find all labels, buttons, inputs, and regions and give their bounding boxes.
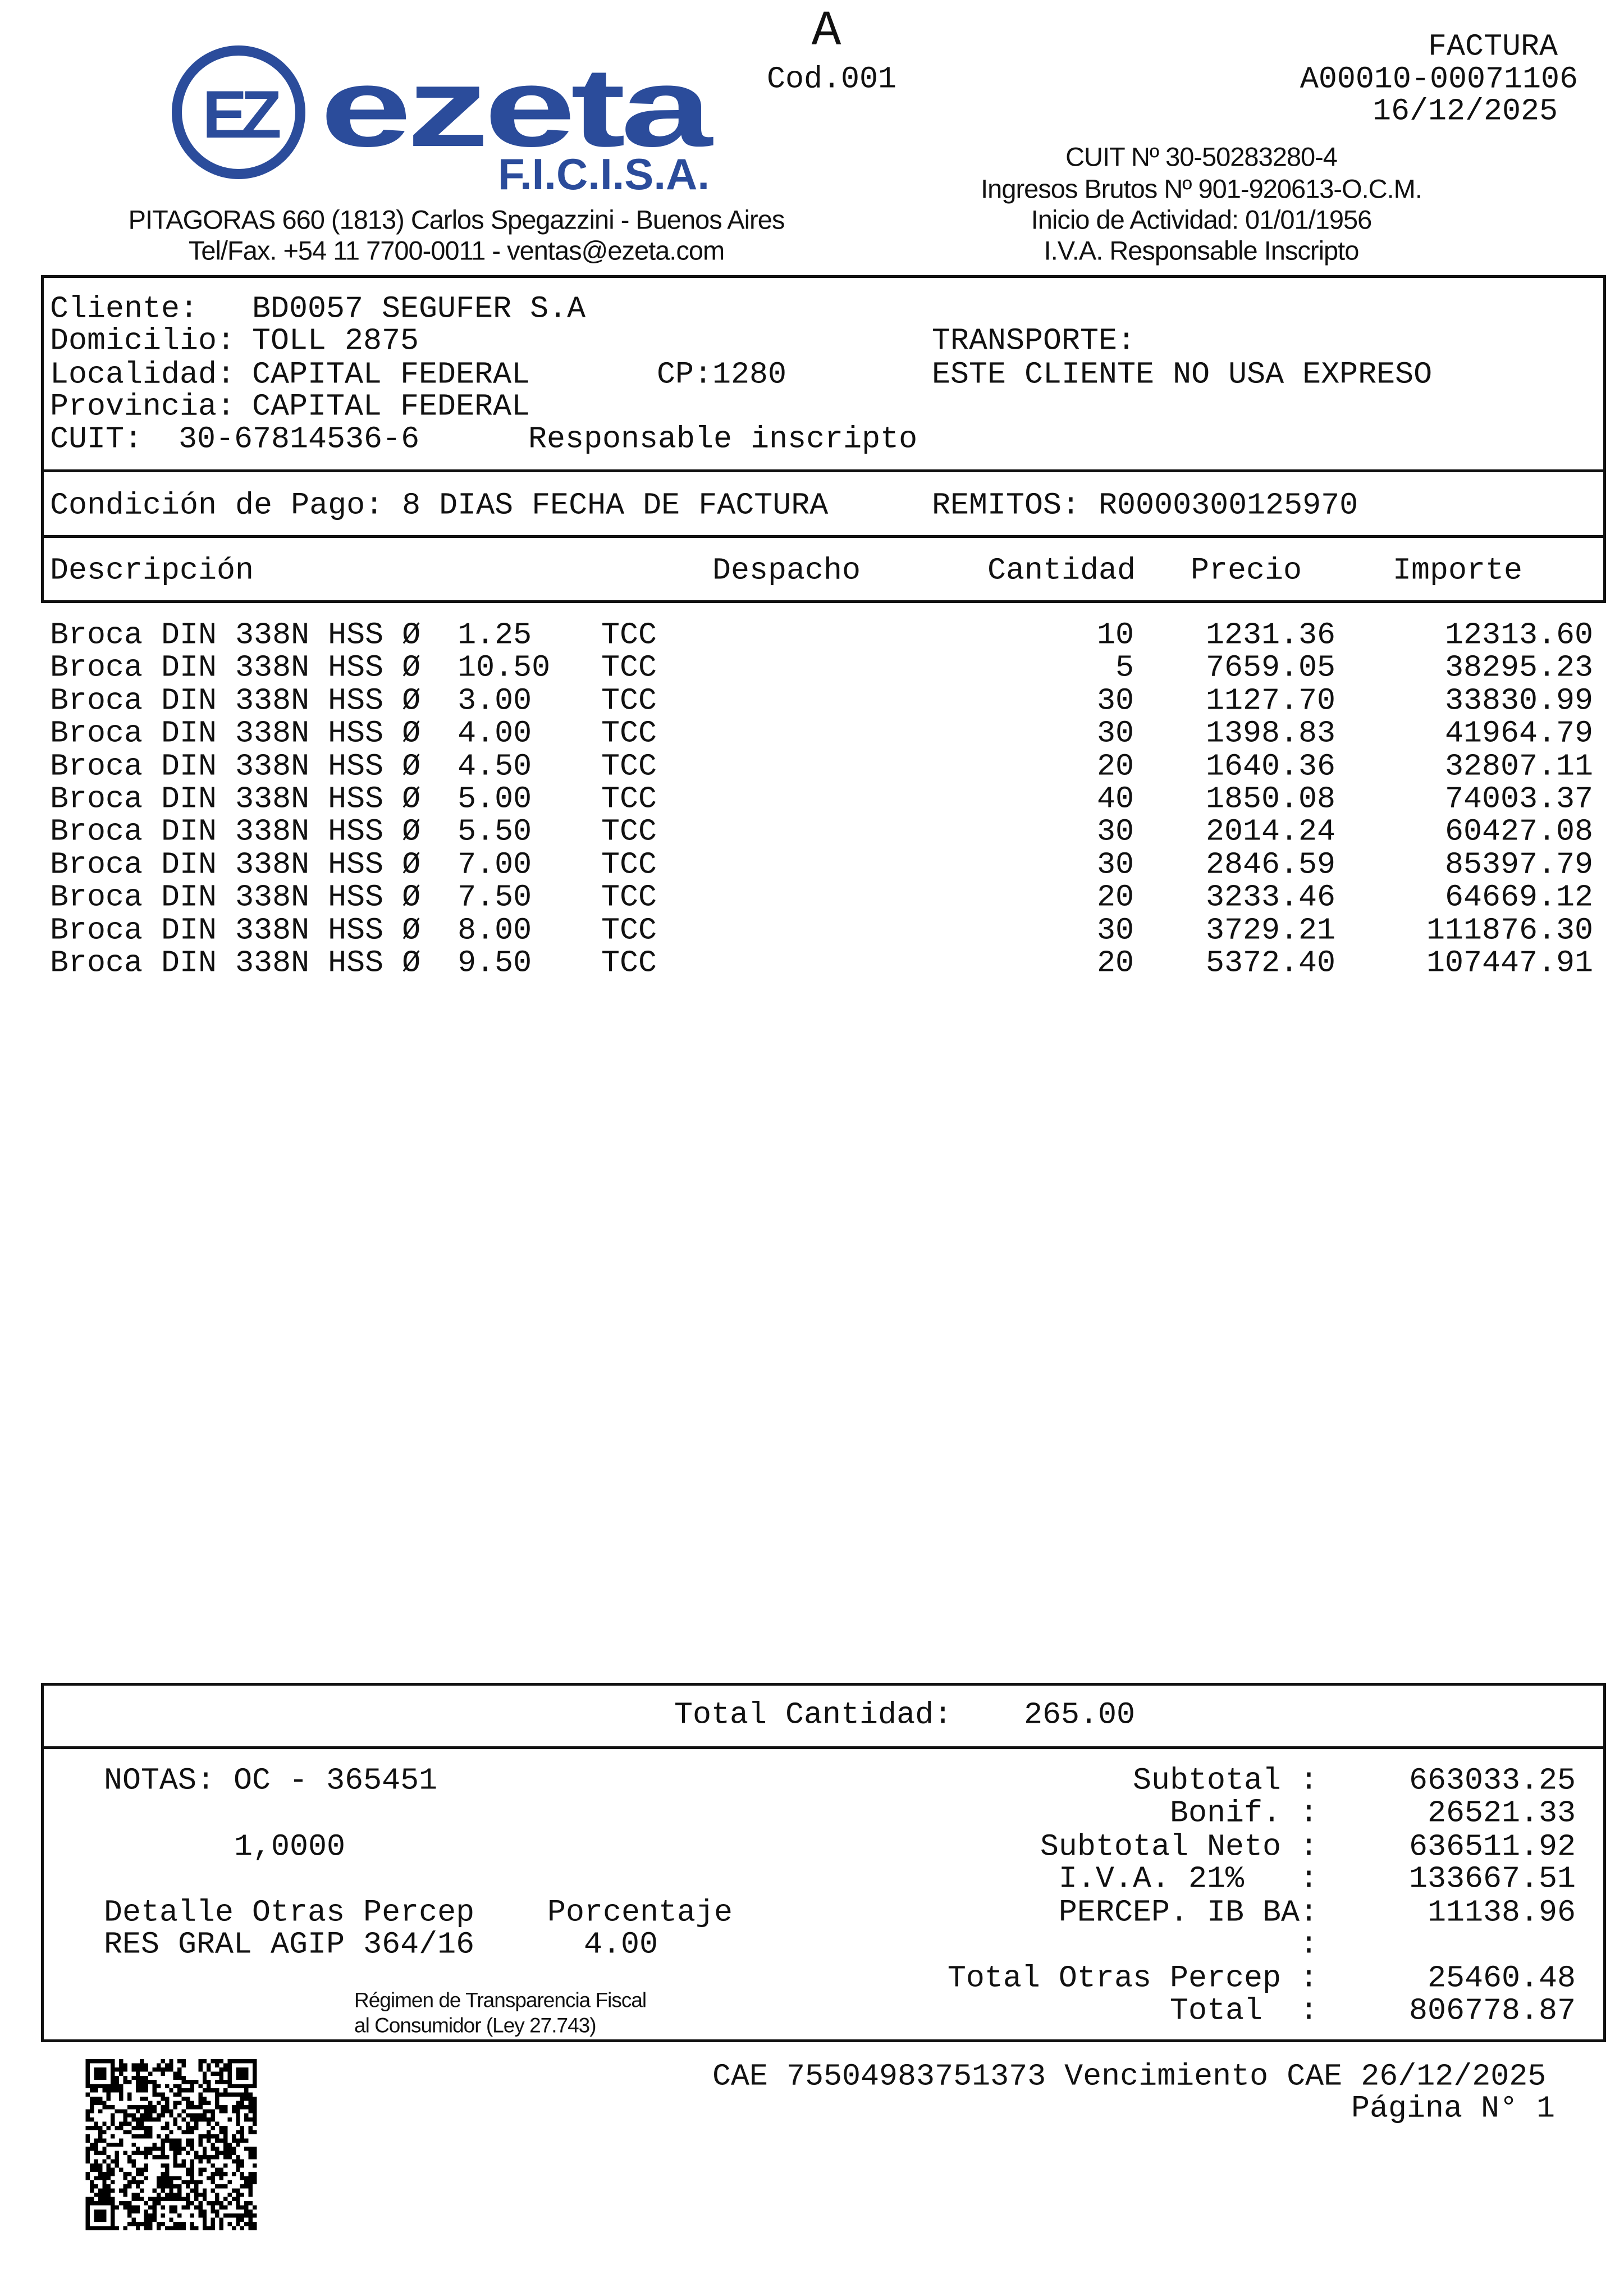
payment-condition: Condición de Pago: 8 DIAS FECHA DE FACTURA [50, 487, 829, 523]
remitos: REMITOS: R0000300125970 [932, 487, 1358, 523]
domicilio-value: TOLL 2875 [252, 323, 419, 359]
item-amount: 33830.99 [1444, 683, 1593, 719]
total-label: Total : [1169, 1993, 1318, 2029]
item-amount: 111876.30 [1426, 912, 1593, 948]
total-quantity-label: Total Cantidad: [674, 1697, 953, 1733]
item-amount: 64669.12 [1444, 879, 1593, 915]
item-price: 2846.59 [1205, 847, 1335, 883]
item-price: 3729.21 [1205, 912, 1335, 948]
item-price: 3233.46 [1205, 879, 1335, 915]
total-value: 11138.96 [1427, 1895, 1576, 1930]
item-amount: 32807.11 [1444, 748, 1593, 784]
item-despacho: TCC [601, 912, 657, 948]
item-despacho: TCC [601, 781, 657, 817]
percentage-value: 4.00 [584, 1927, 658, 1962]
item-quantity: 20 [1096, 945, 1134, 981]
item-quantity: 10 [1096, 617, 1134, 653]
client-cuit: 30-67814536-6 [179, 421, 420, 457]
localidad-label: Localidad: [50, 357, 236, 392]
total-label: Subtotal Neto : [1040, 1829, 1318, 1865]
logo-initials: EZ [202, 77, 275, 152]
item-description: Broca DIN 338N HSS Ø 1.25 [50, 617, 532, 653]
page-number: Página N° 1 [1351, 2090, 1555, 2126]
item-description: Broca DIN 338N HSS Ø 5.50 [50, 814, 532, 850]
item-price: 7659.05 [1205, 650, 1335, 686]
item-despacho: TCC [601, 715, 657, 751]
doc-type: FACTURA [1428, 29, 1558, 65]
total-label: Total Otras Percep : [947, 1960, 1318, 1996]
postal-code: CP:1280 [657, 357, 787, 392]
total-value: 133667.51 [1408, 1861, 1576, 1897]
item-price: 1640.36 [1205, 748, 1335, 784]
invoice-code: Cod.001 [767, 61, 897, 97]
total-label: Bonif. : [1169, 1795, 1318, 1831]
col-header-precio: Precio [1191, 553, 1302, 588]
item-quantity: 30 [1096, 715, 1134, 751]
item-amount: 85397.79 [1444, 847, 1593, 883]
company-cuit: CUIT Nº 30-50283280-4 [1065, 141, 1337, 172]
total-value: 636511.92 [1408, 1829, 1576, 1865]
doc-date: 16/12/2025 [1372, 93, 1558, 129]
company-start-date: Inicio de Actividad: 01/01/1956 [1031, 204, 1372, 235]
item-despacho: TCC [601, 650, 657, 686]
item-price: 1231.36 [1205, 617, 1335, 653]
divider [41, 1746, 1606, 1749]
total-label: Subtotal : [1132, 1763, 1318, 1799]
notes: NOTAS: OC - 365451 [104, 1763, 438, 1799]
item-quantity: 30 [1096, 683, 1134, 719]
logo-company: F.I.C.I.S.A. [497, 149, 710, 199]
logo-brand: ezeta [320, 45, 714, 170]
item-description: Broca DIN 338N HSS Ø 4.00 [50, 715, 532, 751]
qr-code [85, 2059, 258, 2230]
item-price: 2014.24 [1205, 814, 1335, 850]
item-quantity: 30 [1096, 814, 1134, 850]
col-header-importe: Importe [1393, 553, 1523, 588]
item-description: Broca DIN 338N HSS Ø 8.00 [50, 912, 532, 948]
item-despacho: TCC [601, 617, 657, 653]
detail-value: RES GRAL AGIP 364/16 [104, 1927, 475, 1962]
domicilio-label: Domicilio: [50, 323, 236, 359]
item-description: Broca DIN 338N HSS Ø 9.50 [50, 945, 532, 981]
item-amount: 60427.08 [1444, 814, 1593, 850]
company-address: PITAGORAS 660 (1813) Carlos Spegazzini - Buenos Aires [128, 204, 785, 235]
item-description: Broca DIN 338N HSS Ø 3.00 [50, 683, 532, 719]
cae: CAE 75504983751373 Vencimiento CAE 26/12/2025 [712, 2058, 1547, 2094]
item-despacho: TCC [601, 945, 657, 981]
client-label: Cliente: [50, 291, 199, 327]
item-despacho: TCC [601, 814, 657, 850]
divider [41, 469, 1606, 472]
item-quantity: 30 [1096, 847, 1134, 883]
item-price: 5372.40 [1205, 945, 1335, 981]
client-name: BD0057 SEGUFER S.A [252, 291, 586, 327]
regimen-line-1: Régimen de Transparencia Fiscal [354, 1988, 647, 2012]
item-amount: 38295.23 [1444, 650, 1593, 686]
col-header-descripcion: Descripción [50, 553, 254, 588]
percentage-label: Porcentaje [547, 1895, 733, 1930]
item-description: Broca DIN 338N HSS Ø 4.50 [50, 748, 532, 784]
item-despacho: TCC [601, 879, 657, 915]
provincia-label: Provincia: [50, 389, 236, 424]
total-label: I.V.A. 21% : [1058, 1861, 1318, 1897]
item-amount: 107447.91 [1426, 945, 1593, 981]
item-despacho: TCC [601, 847, 657, 883]
item-quantity: 20 [1096, 879, 1134, 915]
divider [41, 535, 1606, 538]
transporte-label: TRANSPORTE: [932, 323, 1136, 359]
invoice-letter: A [811, 4, 841, 60]
total-value: 806778.87 [1408, 1993, 1576, 2029]
total-value: 25460.48 [1427, 1960, 1576, 1996]
doc-number: A00010-00071106 [1300, 61, 1578, 97]
transporte-value: ESTE CLIENTE NO USA EXPRESO [932, 357, 1433, 392]
company-contact: Tel/Fax. +54 11 7700-0011 - ventas@ezeta.com [188, 235, 725, 266]
item-quantity: 30 [1096, 912, 1134, 948]
item-quantity: 40 [1096, 781, 1134, 817]
factor: 1,0000 [234, 1829, 346, 1865]
item-description: Broca DIN 338N HSS Ø 5.00 [50, 781, 532, 817]
item-price: 1398.83 [1205, 715, 1335, 751]
item-description: Broca DIN 338N HSS Ø 7.00 [50, 847, 532, 883]
col-header-despacho: Despacho [712, 553, 861, 588]
item-price: 1850.08 [1205, 781, 1335, 817]
item-description: Broca DIN 338N HSS Ø 10.50 [50, 650, 551, 686]
item-description: Broca DIN 338N HSS Ø 7.50 [50, 879, 532, 915]
total-value: 663033.25 [1408, 1763, 1576, 1799]
total-value: 26521.33 [1427, 1795, 1576, 1831]
item-price: 1127.70 [1205, 683, 1335, 719]
total-quantity: 265.00 [1024, 1697, 1136, 1733]
col-header-cantidad: Cantidad [987, 553, 1136, 588]
item-despacho: TCC [601, 748, 657, 784]
client-cuit-label: CUIT: [50, 421, 143, 457]
client-iva-condition: Responsable inscripto [528, 421, 918, 457]
total-label: : [1299, 1927, 1318, 1962]
regimen-line-2: al Consumidor (Ley 27.743) [354, 2014, 596, 2037]
item-amount: 12313.60 [1444, 617, 1593, 653]
item-quantity: 5 [1115, 650, 1134, 686]
item-quantity: 20 [1096, 748, 1134, 784]
company-iva: I.V.A. Responsable Inscripto [1044, 235, 1359, 266]
qr-modules [86, 2059, 257, 2230]
total-label: PERCEP. IB BA: [1058, 1895, 1318, 1930]
localidad-value: CAPITAL FEDERAL [252, 357, 530, 392]
item-despacho: TCC [601, 683, 657, 719]
company-iibb: Ingresos Brutos Nº 901-920613-O.C.M. [981, 174, 1422, 204]
item-amount: 74003.37 [1444, 781, 1593, 817]
detail-label: Detalle Otras Percep [104, 1895, 475, 1930]
provincia-value: CAPITAL FEDERAL [252, 389, 530, 424]
item-amount: 41964.79 [1444, 715, 1593, 751]
company-logo [163, 42, 724, 199]
